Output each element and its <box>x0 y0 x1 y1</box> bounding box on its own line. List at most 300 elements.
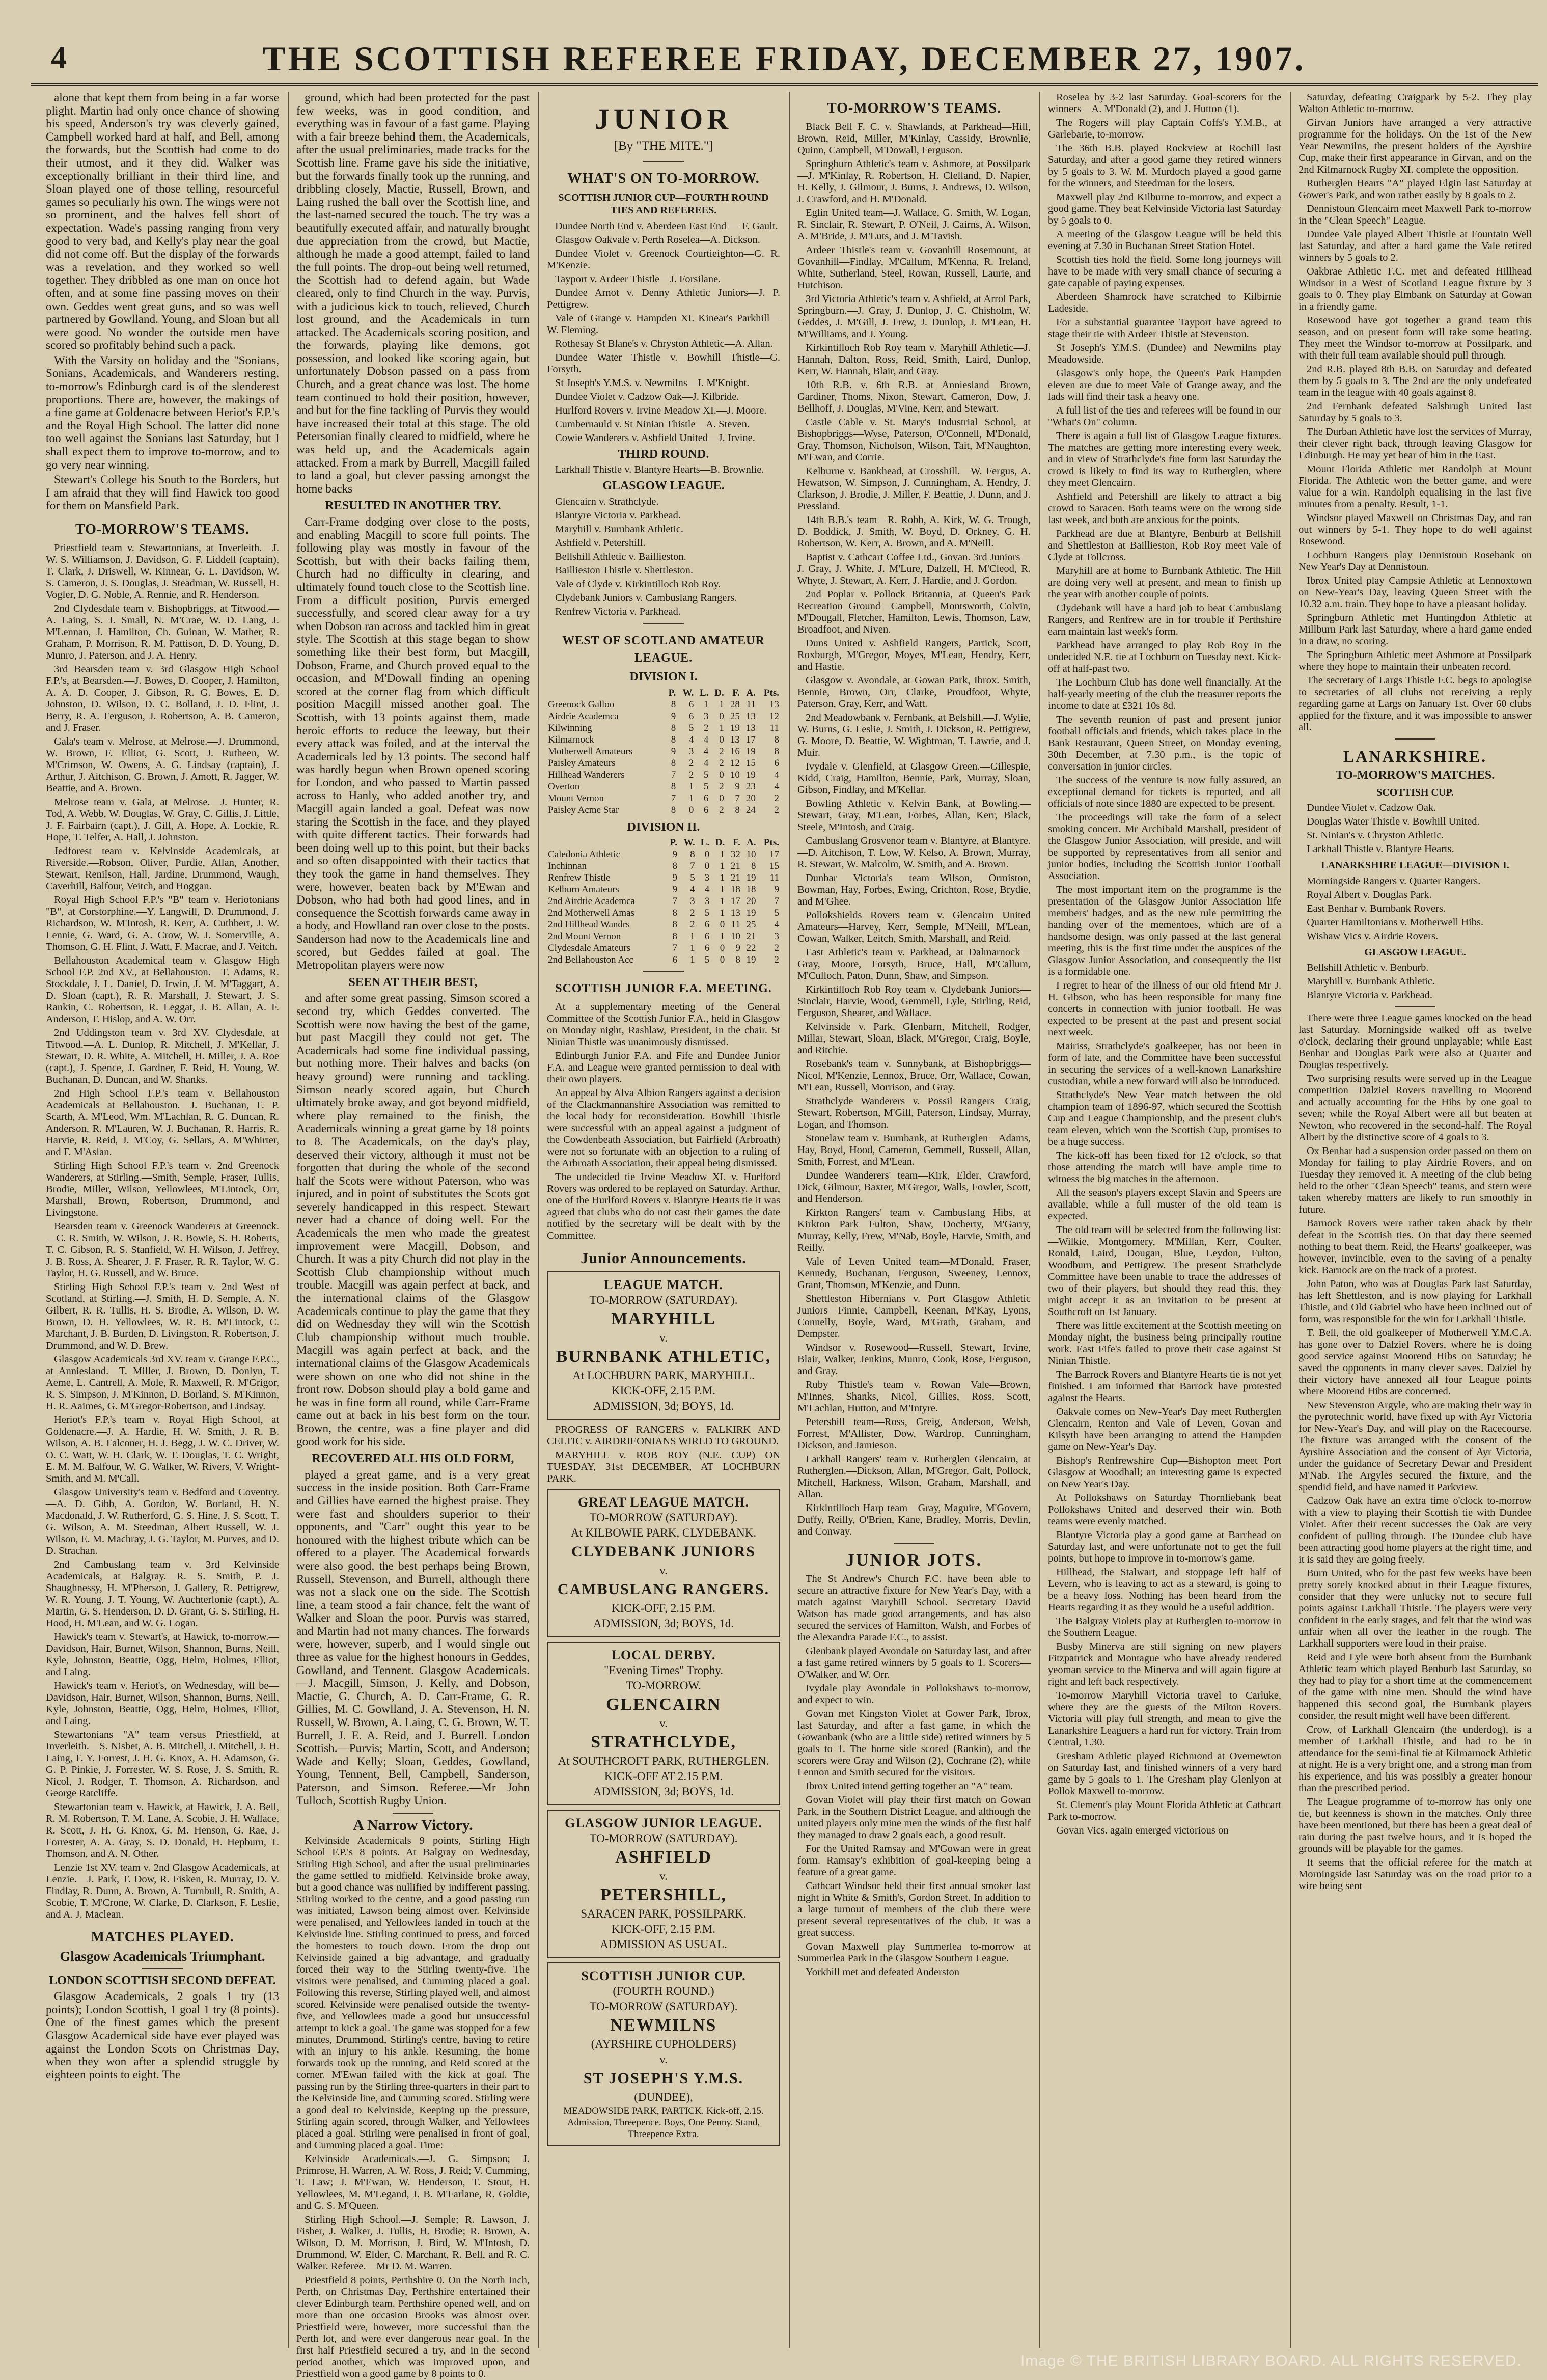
stat-cell: 8 <box>672 931 677 942</box>
paragraph: Windsor v. Rosewood—Russell, Stewart, Irvine, Blair, Walker, Jenkins, Munro, Cook, Rose, Ferguson, and Gray. <box>797 1342 1031 1377</box>
column-rule <box>1290 92 1291 2348</box>
stat-cell: 19 <box>745 769 756 780</box>
stat-cell: 8 <box>671 734 676 745</box>
stat-cell: 0 <box>719 734 724 745</box>
column-header: W. <box>682 687 694 698</box>
junior-section-title: JUNIOR <box>594 102 733 135</box>
ad-team: CLYDEBANK JUNIORS <box>571 1543 756 1561</box>
paragraph: Oakvale comes on New-Year's Day meet Rutherglen Glencairn, Renton and Vale of Leven, Govan and Kilsyth have been arranging to attend the Hampden game on New-Year's Day. <box>1048 1406 1281 1453</box>
stat-cell: 16 <box>730 746 740 757</box>
paragraph: The St Andrew's Church F.C. have been able to secure an attractive fixture for New Year's Day, with a match against Maryhill School. Secretary David Watson has made good arrangements, and has also secured the services of Hamilton, Walsh, and Forbes of the Alexandra Parade F.C., to assist. <box>797 1573 1031 1643</box>
paragraph: Castle Cable v. St. Mary's Industrial School, at Bishopbriggs—Wyse, Paterson, O'Connell, M'Donald, Gray, Thomson, Nicholson, Wilson, Tait, M'Naughton, M'Ewan, and Corrie. <box>797 417 1031 463</box>
stat-cell: 1 <box>720 896 725 907</box>
column-2 <box>296 91 530 2379</box>
stat-cell: 7 <box>690 861 695 872</box>
paragraph: Reid and Lyle were both absent from the Burnbank Athletic team which played Benburb last Saturday, so they had to play for a short time at the commencement of the game with nine men. Should the wind have happened this second goal, the Burnbank players consider, the result might well have been different. <box>1299 1652 1532 1722</box>
stat-cell: 11 <box>746 699 756 710</box>
ad-line: GREAT LEAGUE MATCH. <box>577 1495 750 1510</box>
team-name-cell: Renfrew Thistle <box>548 872 611 884</box>
team-name-cell: Overton <box>548 781 580 792</box>
col1-team-list <box>46 542 279 1921</box>
divider <box>142 1968 183 1969</box>
paragraph: Barnock Rovers were rather taken aback by their defeat in the Scottish ties. On that day there seemed nothing to beat them. Reid, the Hearts' goalkeeper, was however, invincible, even to the saving of a penalty kick. Barnock are on the track of a protest. <box>1299 1218 1532 1276</box>
ad-team: MARYHILL <box>611 1309 716 1329</box>
paragraph: Tayport v. Ardeer Thistle—J. Forsilane. <box>555 273 721 285</box>
paragraph: Rutherglen Hearts "A" played Elgin last Saturday at Gower's Park, and won rather easily by 8 goals to 2. <box>1299 178 1532 201</box>
stat-cell: 5 <box>774 908 779 919</box>
paragraph: Dundee Violet v. Cadzow Oak—J. Kilbride. <box>555 391 739 402</box>
stat-cell: 2 <box>774 943 779 954</box>
paragraph: The Rogers will play Captain Coffs's Y.M.B., at Garlebarie, to-morrow. <box>1048 117 1281 140</box>
paragraph: Melrose team v. Gala, at Melrose.—J. Hunter, R. Tod, A. Webb, W. Douglas, W. Gray, C. Gillis, J. Little, J. F. Fairbairn (capt.), J. Gill, A. Hope, A. Lockie, R. Hope, T. Telfer, A. Hall, J. Johnston. <box>46 797 279 843</box>
ad-team: PETERSHILL, <box>600 1885 727 1905</box>
column-header: Pts. <box>763 837 779 849</box>
team-name-cell: Paisley Acme Star <box>548 804 619 815</box>
table-row <box>547 722 780 734</box>
ad-line: TO-MORROW (SATURDAY). <box>589 1294 738 1307</box>
paragraph: At Pollokshaws on Saturday Thornliebank beat Pollokshaws United and deserved their win. Both teams were evenly matched. <box>1048 1492 1281 1527</box>
paragraph: Hawick's team v. Heriot's, on Wednesday, will be—Davidson, Hair, Burnet, Wilson, Shannon, Burns, Neill, Kyle, Johnston, Beattie, Ogg, Helm, Holmes, Elliot, and Laing. <box>46 1680 279 1727</box>
team-name-cell: Hillhead Wanderers <box>548 769 625 780</box>
paragraph: Black Bell F. C. v. Shawlands, at Parkhead—Hill, Brown, Reid, Miller, M'Kinlay, Cassidy, Brownlie, Quinn, Campbell, M'Dowall, Ferguson. <box>797 121 1031 156</box>
paragraph: 2nd Meadowbank v. Fernbank, at Belshill.—J. Wylie, W. Burns, G. Leslie, J. Smith, J. Dickson, R. Pettigrew, G. Moore, D. Beattie, W. Wightman, T. Lawrie, and J. Muir. <box>797 712 1031 758</box>
paragraph: Ashfield v. Petershill. <box>555 537 646 549</box>
column-header: P. <box>668 687 676 698</box>
stat-cell: 10 <box>730 769 740 780</box>
sub-heading-cup-ties: SCOTTISH JUNIOR CUP—FOURTH ROUND TIES AND REFEREES. <box>558 192 769 216</box>
team-name-cell: 2nd Bellahouston Acc <box>548 954 633 966</box>
stat-cell: 5 <box>704 908 710 919</box>
paragraph: Roselea by 3-2 last Saturday. Goal-scorers for the winners—A. M'Donald (2), and J. Hutton (1). <box>1048 92 1281 115</box>
paragraph: Hurlford Rovers v. Irvine Meadow XI.—J. Moore. <box>555 404 767 416</box>
paragraph: Heriot's F.P.'s team v. Royal High School, at Goldenacre.—J. A. Hardie, H. W. Smith, J. R. B. Wilson, A. B. Falconer, H. J. Begg, J. W. C. Driver, W. O. C. Watt, W. H. Clark, W. T. Douglas, T. C. Wright, E. M. M. Balfour, W. G. Walker, W. Rivers, V. Wright-Smith, and M. M'Call. <box>46 1414 279 1484</box>
paragraph: Baillieston Thistle v. Shettleston. <box>555 564 694 576</box>
paragraph: Stewartonian team v. Hawick, at Hawick, J. A. Bell, R. M. Robertson, T. M. Lane, A. Scobie, J. H. Wallace, R. Scott, J. H. G. Knox, G. M. Henson, G. Rae, J. Forrester, A. A. Gray, S. D. Donald, H. Hepburn, T. Thomson, and A. N. Other. <box>46 1801 279 1859</box>
col2-paras-e <box>296 1835 530 2380</box>
paragraph: Kirkintilloch Rob Roy team v. Clydebank Juniors—Sinclair, Harvie, Wood, Gemmell, Lyle, Stirling, Reid, Ferguson, Shearer, and Wallace. <box>797 984 1031 1019</box>
stat-cell: 28 <box>730 699 740 710</box>
paragraph: Ox Benhar had a suspension order passed on them on Monday for failing to play Airdrie Rovers, and on Tuesday they removed it. A meeting of the club being held to the other "Clean Speech" teams, and stern were taken whereby matters are likely to run smoothly in future. <box>1299 1145 1532 1216</box>
stat-cell: 17 <box>730 896 740 907</box>
ad-vs: v. <box>659 1870 668 1883</box>
table-row <box>547 954 780 966</box>
paragraph: The Springburn Athletic meet Ashmore at Possilpark where they hope to maintain their unbeaten record. <box>1299 649 1532 672</box>
paragraph: Clydebank Juniors v. Cambuslang Rangers. <box>555 592 737 604</box>
ad-vs: v. <box>659 1717 668 1730</box>
paragraph: 14th B.B.'s team—R. Robb, A. Kirk, W. G. Trough, D. Boddick, J. Smith, W. Boyd, D. Orkney, G. H. Robertson, W. Kerr, A. Brown, and A. M'Neill. <box>797 514 1031 549</box>
paragraph: Crow, of Larkhall Glencairn (the underdog), is a member of Larkhall Thistle, and had to be in attendance for the semi-final tie at Kilmarnock Athletic at night. He is a very bright one, and a strong man from his experience, and his was possibly a greater honour than the prescribed period. <box>1299 1724 1532 1794</box>
stat-cell: 10 <box>746 849 756 860</box>
stat-cell: 1 <box>690 931 695 942</box>
divider <box>1395 738 1435 740</box>
column-header: A. <box>747 837 756 849</box>
table-row <box>547 895 780 907</box>
sub-heading-another-try: RESULTED IN ANOTHER TRY. <box>325 499 501 513</box>
paragraph: 10th R.B. v. 6th R.B. at Anniesland—Brown, Gardiner, Thoms, Nixon, Stewart, Cameron, Dow, J. Bellhoff, J. Douglas, M'Vine, Kerr, and Stewart. <box>797 379 1031 414</box>
paragraph: Govan met Kingston Violet at Gower Park, Ibrox, last Saturday, and after a fast game, in which the Gowanbank (who are a little side) retired winners by 5 goals to 1. The home side scored (Rankin), and the scorers were Gray and Wilson (2), Cochrane (2), while Lennon and Smith secured for the visitors. <box>797 1708 1031 1778</box>
stat-cell: 1 <box>688 781 694 792</box>
col6-paragraphs-a <box>1299 92 1532 733</box>
stat-cell: 1 <box>719 699 724 710</box>
column-rule <box>1039 92 1040 2348</box>
stat-cell: 20 <box>746 896 756 907</box>
stat-cell: 5 <box>690 872 695 884</box>
col2-paras-a <box>296 92 530 496</box>
stat-cell: 12 <box>730 757 740 769</box>
ad-venue: MEADOWSIDE PARK, PARTICK. Kick-off, 2.15. Admission, Threepence. Boys, One Penny. Stand, Threepence Extra. <box>563 2105 764 2140</box>
ad-admission: ADMISSION AS USUAL. <box>600 1938 727 1951</box>
stat-cell: 15 <box>745 757 756 769</box>
table-row <box>547 942 780 954</box>
stat-cell: 2 <box>688 769 694 780</box>
stat-cell: 6 <box>703 804 709 815</box>
paragraph: Yorkhill met and defeated Anderston <box>806 1966 959 1978</box>
stat-cell: 8 <box>672 861 677 872</box>
paragraph: 3rd Victoria Athletic's team v. Ashfield, at Arrol Park, Springburn.—J. Gray, J. Dunlop, J. C. Chisholm, W. Geddes, J. M'Gill, J. Frew, J. Dunlop, J. M'Lean, H. M'Williams, and J. Young. <box>797 293 1031 340</box>
paragraph: Kelburne v. Bankhead, at Crosshill.—W. Fergus, A. Hewatson, W. Simpson, J. Cunningham, A. Hendry, J. Clarkson, J. Brodie, J. Miller, F. Beattie, J. Dunn, and J. Pressland. <box>797 466 1031 512</box>
paragraph: Blantyre Victoria play a good game at Barrhead on Saturday last, and were unfortunate not to get the full points, but hope to improve in to-morrow's game. <box>1048 1529 1281 1564</box>
paragraph: Stewart's College his South to the Borders, but I am afraid that they will find Hawick too good for them on Mansfield Park. <box>46 473 279 513</box>
stat-cell: 11 <box>769 722 779 733</box>
paragraph: Kelvinside Academicals 9 points, Stirling High School F.P.'s 8 points. At Balgray on Wednesday, Stirling High School, and after the usual preliminaries the game settled to midfield. Kelvinside broke away, but a good chance was nullified by indifferent passing. Stirling worked to the centre, and a good passing run was initiated, Lawson being almost over. Kelvinside were penalised, and Yellowlees landed in touch at the Kelvinside line. Stirling continued to press, and forced the homesters to touch down. From the drop out Kelvinside gained a big advantage, and gradually forced their way to the Stirling twenty-five. The visitors were penalised, and Cumming placed a goal. Following this reverse, Stirling played well, and almost scored. Kelvinside were penalised outside the twenty-five, and Yellowlees made a good but unsuccessful attempt to kick a goal. The game was stopped for a few minutes, Drummond, Stirling's centre, having to retire with an injury to his ankle. Resuming, the home forwards took up the running, and Reid scored at the corner. M'Ewan failed with the kick at goal. The passing run by the Stirling three-quarters in their part to the Kelvinside line, and Cumming scored. Stirling were a good deal to Kelvinside, Keeping up the pressure, Stirling again scored, through Walker, and Yellowlees placed a goal. Stirling were penalised in front of goal, and Cumming placed a goal. Time:— <box>296 1835 530 2151</box>
ad-line: LOCAL DERBY. <box>611 1648 716 1663</box>
paragraph: New Stevenston Argyle, who are making their way in the pyrotechnic world, have fixed up with Ayr Victoria for New-Year's Day, and will play on the Racecourse. The fixture was arranged with the consent of the Ayrshire Association and the consent of Ayr Victoria, under the guidance of Secretary Dewar and President M'Nab. The Argyles secured the fixture, and the spendid field, and have named it Parkview. <box>1299 1400 1532 1493</box>
section-heading-junior-jots: JUNIOR JOTS. <box>845 1551 983 1570</box>
advert-maryhill <box>547 1271 780 1420</box>
section-heading-lanarkshire: LANARKSHIRE. <box>1343 747 1487 765</box>
paragraph: Two surprising results were served up in the League competition—Dalziel Rovers travelling to Moorend and actually accounting for the Hibs by one goal to seven; while the Royal Albert were all but beaten at Newton, who recovered in the second-half. The Royal Albert by the distinctive score of 4 goals to 3. <box>1299 1073 1532 1143</box>
ad-team: ST JOSEPH'S Y.M.S. <box>583 2070 744 2087</box>
paragraph: Glasgow University's team v. Bedford and Coventry.—A. D. Gibb, A. Gordon, W. Borland, H. N. Macdonald, J. W. Rutherford, G. S. Hine, J. S. Scott, T. G. Wilson, A. M. Steedman, Albert Russell, W. J. Wilson, E. M. Machray, J. G. Taylor, M. Purves, and D. D. Strachan. <box>46 1487 279 1556</box>
table-row <box>547 710 780 722</box>
stat-cell: 0 <box>720 943 725 954</box>
paragraph: Kirkintilloch Harp team—Gray, Maguire, M'Govern, Duffy, Reilly, O'Brien, Kane, Bradley, Morris, Devlin, and Conway. <box>797 1502 1031 1537</box>
paragraph: Priestfield 8 points, Perthshire 0. On the North Inch, Perth, on Christmas Day, Perthshire entertained their clever Edinburgh team. Perthshire opened well, and on more than one occasion Brooks was almost over. Priestfield were, however, more successful than the Perth lot, and were ever dangerous near goal. In the first half Priestfield secured a try, and in the second period another, which was improved upon, and Priestfield won a good game by 8 points to 0. <box>296 2274 530 2379</box>
stat-cell: 25 <box>746 919 756 931</box>
table-row <box>547 931 780 942</box>
ad-team: ASHFIELD <box>615 1848 712 1867</box>
section-heading-announcements: Junior Announcements. <box>581 1250 747 1267</box>
stat-cell: 5 <box>704 954 710 966</box>
sub-heading-division-1: DIVISION I. <box>629 670 698 683</box>
column-rule <box>789 92 790 2348</box>
stat-cell: 8 <box>671 757 676 769</box>
stat-cell: 9 <box>735 943 740 954</box>
paragraph: Larkhall Thistle v. Blantyre Hearts—B. Brownlie. <box>555 464 764 476</box>
sub-heading-glasgow-league: GLASGOW LEAGUE. <box>1364 946 1466 958</box>
paragraph: Parkhead have arranged to play Rob Roy in the undecided N.E. tie at Lochburn on Tuesday next. Kick-off at half-past two. <box>1048 640 1281 674</box>
stat-cell: 7 <box>672 943 677 954</box>
stat-cell: 13 <box>730 734 740 745</box>
ad-kickoff: KICK-OFF AT 2.15 P.M. <box>604 1770 723 1783</box>
stat-cell: 19 <box>730 722 740 733</box>
sub-heading-division-2: DIVISION II. <box>627 820 700 834</box>
paragraph: Stirling High School F.P.'s team v. 2nd West of Scotland, at Stirling.—J. Smith, H. D. Semple, A. N. Gilbert, R. R. Tullis, H. S. Brodie, A. Wilson, D. W. Brown, D. H. Yellowlees, W. R. B. M'Lintock, C. Marchant, J. B. Burden, D. Livingston, R. Robertson, J. Drummond, and W. D. Brew. <box>46 1281 279 1351</box>
paragraph: Quarter Hamiltonians v. Motherwell Hibs. <box>1307 916 1484 928</box>
paragraph: Vale of Grange v. Hampden XI. Kinear's Parkhill—W. Fleming. <box>547 312 780 336</box>
paragraph: played a great game, and is a very great success in the inside position. Both Carr-Frame and Gillies have earned the highest praise. They were fast and shoulders superior to their opponents, and "Carr" ought this year to be honoured with the highest tribute which can be offered to a player. The Academical forwards were also good, the best perhaps being Brown, Russell, Stevenson, and Burrell, although there was not a slack one on the side. The Scottish line, a team stood a fair chance, felt the want of Walker and Sloan the poor. Purvis was starred, and Martin had not many chances. The forwards were, however, superb, and I would single out three as value for the highest honours in Geddes, Gowlland, and Tennent. Glasgow Academicals.—J. Macgill, Simson, J. Kelly, and Dobson, Mactie, G. Church, A. D. Carr-Frame, G. R. Gillies, M. C. Gowlland, J. A. Stevenson, H. N. Russell, W. Brown, A. Laing, C. G. Brown, W. T. Burrell, J. E. A. Reid, and J. Burrell. London Scottish.—Purvis; Martin, Scott, and Anderson; Wade and Kelly; Sloan, Geddes, Gowlland, Young, Tennent, Bell, Campbell, Sanderson, Paterson, and Simson. Referee.—Mr John Tulloch, Scottish Rugby Union. <box>296 1468 530 1808</box>
stat-cell: 4 <box>774 919 779 931</box>
paragraph: The success of the venture is now fully assured, an exceptional demand for tickets is reported, and all officials of note since 1880 are expected to be present. <box>1048 775 1281 809</box>
team-name-cell: Kelburn Amateurs <box>548 884 619 895</box>
ad-vs: v. <box>659 1564 668 1577</box>
paragraph: Royal Albert v. Douglas Park. <box>1307 889 1432 900</box>
table-row <box>547 734 780 746</box>
stat-cell: 3 <box>690 896 695 907</box>
stat-cell: 6 <box>704 931 710 942</box>
stat-cell: 3 <box>704 896 710 907</box>
paragraph: Maryhill v. Burnbank Athletic. <box>555 523 684 535</box>
copyright-footer: Image © THE BRITISH LIBRARY BOARD. ALL RIGHTS RESERVED. <box>1020 2352 1522 2369</box>
paragraph: St. Clement's play Mount Florida Athletic at Cathcart Park to-morrow. <box>1048 1799 1281 1822</box>
paragraph: Cathcart Windsor held their first annual smoker last night in White & Smith's, Gordon Street. In addition to a large turnout of members of the club there were present several representatives of the club. It was a great success. <box>797 1880 1031 1938</box>
paragraph: The Lochburn Club has done well financially. At the half-yearly meeting of the club the treasurer reports the income to date at £321 10s 8d. <box>1048 677 1281 712</box>
page-number: 4 <box>51 40 67 75</box>
paragraph: The Barrock Rovers and Blantyre Hearts tie is not yet finished. I am informed that Barrock have protested against the Hearts. <box>1048 1369 1281 1404</box>
paragraph: Rosebank's team v. Sunnybank, at Bishopbriggs—Nicol, M'Kenzie, Lennox, Bruce, Orr, Wallace, Cowan, M'Lean, Russell, Morrison, and Gray. <box>797 1058 1031 1093</box>
sub-heading-third-round: THIRD ROUND. <box>618 447 709 461</box>
column-header: W. <box>683 837 695 849</box>
ad-admission: ADMISSION, 3d; BOYS, 1d. <box>593 1617 734 1630</box>
team-name-cell: Caledonia Athletic <box>548 849 620 860</box>
column-header <box>547 687 664 699</box>
stat-cell: 2 <box>690 908 695 919</box>
stat-cell: 23 <box>745 781 756 792</box>
paragraph: It seems that the official referee for the match at Morningside last Saturday was on the road prior to a wire being sent <box>1299 1857 1532 1892</box>
table-row <box>547 849 780 860</box>
section-heading-whats-on: WHAT'S ON TO-MORROW. <box>567 170 760 186</box>
section-heading-matches-played: MATCHES PLAYED. <box>91 1929 234 1945</box>
ad-note: MARYHILL v. ROB ROY (N.E. CUP) ON TUESDAY, 31st DECEMBER, AT LOCHBURN PARK. <box>547 1449 780 1485</box>
table-row <box>547 699 780 710</box>
stat-cell: 7 <box>671 769 676 780</box>
stat-cell: 21 <box>730 861 740 872</box>
col2-paras-d <box>296 1469 530 1808</box>
stat-cell: 13 <box>769 699 779 710</box>
paragraph: Royal High School F.P.'s "B" team v. Heriotonians "B", at Corstorphine.—Y. Langwill, D. Drummond, J. Richardson, W. M'Intosh, R. Kerr, A. Cuthbert, J. W. Lennie, G. Ward, G. A. Crow, W. J. Somerville, A. Thomson, G. H. Flint, J. Watt, F. Macrae, and J. Veitch. <box>46 894 279 952</box>
stat-cell: 18 <box>730 884 740 895</box>
stat-cell: 0 <box>719 792 724 804</box>
column-header: L. <box>700 837 710 849</box>
ad-line: LEAGUE MATCH. <box>604 1277 723 1293</box>
stat-cell: 2 <box>690 919 695 931</box>
ad-venue: At SOUTHCROFT PARK, RUTHERGLEN. <box>558 1755 769 1768</box>
stat-cell: 1 <box>703 699 709 710</box>
ad-admission: ADMISSION, 3d; BOYS, 1d. <box>593 1400 734 1413</box>
paragraph: Dundee Violet v. Greenock Courtieighton—G. R. M'Kenzie. <box>547 248 780 271</box>
stat-cell: 1 <box>720 931 725 942</box>
column-6 <box>1299 92 1532 2348</box>
team-name-cell: Mount Vernon <box>548 792 604 804</box>
stat-cell: 18 <box>746 884 756 895</box>
ad-line: SCOTTISH JUNIOR CUP. <box>581 1968 746 1984</box>
ad-note: PROGRESS OF RANGERS v. FALKIRK AND CELTIC v. AIRDRIEONIANS WIRED TO GROUND. <box>547 1424 780 1447</box>
stat-cell: 11 <box>731 919 740 931</box>
col4-team-list <box>797 121 1031 1538</box>
masthead <box>31 36 1538 86</box>
ad-team: GLENCAIRN <box>606 1695 721 1714</box>
paragraph: Kelvinside v. Park, Glenbarn, Mitchell, Rodger, Millar, Stewart, Sloan, Black, M'Gregor, Craig, Boyle, and Ritchie. <box>797 1021 1031 1056</box>
stat-cell: 8 <box>690 849 695 860</box>
paragraph: Cambuslang Grosvenor team v. Blantyre, at Blantyre.—D. Aitchison, T. Low, W. Kelso, A. Brown, Murray, R. Stewart, W. Malcolm, W. Smith, and A. Brown. <box>797 835 1031 870</box>
col6-paragraphs-b <box>1299 1013 1532 1892</box>
section-heading-tomorrows-teams: TO-MORROW'S TEAMS. <box>75 522 250 537</box>
paragraph: Glasgow Oakvale v. Perth Roselea—A. Dickson. <box>555 234 760 245</box>
advert-newmilns <box>547 1962 780 2146</box>
ad-kickoff: KICK-OFF, 2.15 P.M. <box>612 1923 715 1936</box>
table-row <box>547 872 780 884</box>
stat-cell: 1 <box>720 849 725 860</box>
ad-line: (DUNDEE), <box>634 2091 693 2104</box>
byline: [By "THE MITE."] <box>614 139 713 153</box>
stat-cell: 4 <box>774 781 779 792</box>
col1-intro <box>46 92 279 513</box>
stat-cell: 6 <box>672 954 677 966</box>
paragraph: Duns United v. Ashfield Rangers, Partick, Scott, Roxburgh, M'Gregor, Moyes, M'Lean, Hendry, Kerr, and Hastie. <box>797 638 1031 672</box>
paragraph: Oakbrae Athletic F.C. met and defeated Hillhead Windsor in a West of Scotland League fixture by 3 goals to 0. They play Elmbank on Saturday at Gowan in a friendly game. <box>1299 266 1532 312</box>
paragraph: Kelvinside Academicals.—J. G. Simpson; J. Primrose, H. Warren, A. W. Ross, J. Reid; V. Cumming, T. Law; J. M'Ewan, W. Henderson, T. Stout, H. Yellowlees, M. M'Legand, J. B. M'Farlane, R. Goldie, and G. S. M'Queen. <box>296 2153 530 2211</box>
stat-cell: 1 <box>720 884 725 895</box>
column-rule <box>538 92 539 2348</box>
ad-team: CAMBUSLANG RANGERS. <box>557 1581 770 1598</box>
section-heading-sjfa: SCOTTISH JUNIOR F.A. MEETING. <box>555 982 772 996</box>
column-header: D. <box>715 837 725 849</box>
paragraph: Hawick's team v. Stewart's, at Hawick, to-morrow.—Davidson, Hair, Burnet, Wilson, Shannon, Burns, Neill, Kyle, Johnston, Beattie, Ogg, Helm, Holmes, Elliot, and Laing. <box>46 1631 279 1678</box>
team-name-cell: 2nd Airdrie Academca <box>548 896 635 907</box>
stat-cell: 1 <box>720 908 725 919</box>
team-name-cell: 2nd Motherwell Amas <box>548 908 634 919</box>
paragraph: Girvan Juniors have arranged a very attractive programme for the holidays. On the 1st of the New Year Newmilns, the present holders of the Ayrshire Cup, make their first appearance in Girvan, and on the 2nd Kilmarnock Rugby XI. complete the opposition. <box>1299 117 1532 175</box>
column-rule <box>288 92 289 2348</box>
stat-cell: 4 <box>690 884 695 895</box>
paragraph: Ivydale play Avondale in Pollokshaws to-morrow, and expect to win. <box>797 1683 1031 1706</box>
paragraph: There is again a full list of Glasgow League fixtures. The matches are getting more interesting every week, and in view of Strathclyde's fine form last Saturday the crowd is likely to find its way to Rutherglen, where they meet Glencairn. <box>1048 430 1281 488</box>
team-name-cell: Airdrie Academca <box>548 710 619 722</box>
stat-cell: 0 <box>704 861 710 872</box>
stat-cell: 6 <box>704 943 710 954</box>
paragraph: 2nd Poplar v. Pollock Britannia, at Queen's Park Recreation Ground—Campbell, Montsworth, Colvin, M'Dougall, Fletcher, Hamilton, Lewis, Thomson, Law, Broadfoot, and Niven. <box>797 589 1031 635</box>
paragraph: For a substantial guarantee Tayport have agreed to stage their tie with Ardeer Thistle at Stevenston. <box>1048 317 1281 340</box>
glasgow-league-list-2 <box>1299 962 1532 1001</box>
sub-heading-lanark-league: LANARKSHIRE LEAGUE—DIVISION I. <box>1321 860 1509 871</box>
column-header: Pts. <box>763 687 779 698</box>
third-round-list <box>547 464 780 476</box>
table-row <box>547 804 780 816</box>
stat-cell: 17 <box>769 849 779 860</box>
paragraph: Strathclyde Wanderers v. Possil Rangers—Craig, Stewart, Robertson, M'Gill, Paterson, Lindsay, Murray, Logan, and Thomson. <box>797 1096 1031 1130</box>
ad-line: TO-MORROW. <box>626 1679 701 1692</box>
column-1 <box>46 92 279 2348</box>
paragraph: To-morrow Maryhill Victoria travel to Carluke, where they are the guests of the Milton Rovers. Victoria will play full strength, and mean to give the Lanarkshire Leaguers a hard run for victory. Train from Central, 1.30. <box>1048 1690 1281 1748</box>
stat-cell: 2 <box>719 781 724 792</box>
stat-cell: 2 <box>719 757 724 769</box>
stat-cell: 9 <box>672 872 677 884</box>
stat-cell: 2 <box>774 804 779 815</box>
stat-cell: 8 <box>751 861 756 872</box>
stat-cell: 19 <box>746 872 756 884</box>
divider <box>393 1813 433 1814</box>
paragraph: The 36th B.B. played Rockview at Rochill last Saturday, and after a good game they retired winners by 5 goals to 3. W. M. Murdoch played a good game for the winners, and Steedman for the losers. <box>1048 143 1281 189</box>
advert-clydebank <box>547 1489 780 1637</box>
stat-cell: 1 <box>720 872 725 884</box>
stat-cell: 0 <box>688 804 694 815</box>
paragraph: All the season's players except Slavin and Speers are available, while a full muster of the old team is expected. <box>1048 1187 1281 1222</box>
paragraph: Stewartonians "A" team versus Priestfield, at Inverleith.—S. Nisbet, A. B. Mitchell, J. Mitchell, J. H. Laing, F. Y. Forrest, J. H. G. Knox, A. H. Adamson, G. G. P. Pinkie, J. Forrester, W. S. Rose, J. S. Smith, R. Nicol, J. Rodger, T. Thomson, A. Richardson, and George Ratcliffe. <box>46 1729 279 1799</box>
ad-line: (AYRSHIRE CUPHOLDERS) <box>591 2038 736 2051</box>
stat-cell: 9 <box>774 884 779 895</box>
stat-cell: 2 <box>774 954 779 966</box>
col2-paras-c <box>296 992 530 1448</box>
paragraph: Stirling High School.—J. Semple; R. Lawson, J. Fisher, J. Walker, J. Tullis, H. Brodie; R. Brown, A. Wilson, D. M. Morrison, J. Bird, W. M'Intosh, D. Drummond, W. Elder, C. Marchant, R. Bell, and R. C. Walker. Referee.—Mr D. M. Warren. <box>296 2213 530 2272</box>
paragraph: Bellshill Athletic v. Benburb. <box>1307 962 1429 974</box>
paragraph: Cumbernauld v. St Ninian Thistle—A. Steven. <box>555 418 750 430</box>
ad-line: "Evening Times" Trophy. <box>604 1664 723 1677</box>
stat-cell: 11 <box>769 872 779 884</box>
stat-cell: 8 <box>735 954 740 966</box>
stat-cell: 3 <box>704 872 710 884</box>
paragraph: 2nd R.B. played 8th B.B. on Saturday and defeated them by 5 goals to 3. The 2nd are the only undefeated team in the league with 40 goals against 8. <box>1299 364 1532 398</box>
paragraph: Clydebank will have a hard job to beat Cambuslang Rangers, and Renfrew are in for trouble if Perthshire earn maintain last week's form. <box>1048 603 1281 637</box>
stat-cell: 9 <box>735 781 740 792</box>
sub-heading-recovered-form: RECOVERED ALL HIS OLD FORM, <box>312 1452 514 1466</box>
paragraph: 2nd Fernbank defeated Salsbrugh United last Saturday by 5 goals to 3. <box>1299 401 1532 424</box>
paragraph: alone that kept them from being in a far worse plight. Martin had only once chance of showing his speed, Anderson's try was cleverly gained, Campbell worked hard at half, and Bell, among the forwards, but the Scottish had come to do their utmost, and it they did. Walker was exceptionally brilliant in their third line, and Sloan played one of those telling, resourceful games so peculiarly his own. The wings were not so prominent, and the halves fell short of expectation. Wade's passing ranging from very good to very bad, and Kelly's play near the goal did not come off. But the display of the forwards was a revelation, and they worked so well together. They dribbled as one man on once hot often, and at some fine passing moves on their own. Geddes went great guns, and so was well partnered by Gowlland. Young, and Sloan but all were good. No wonder the outside men have scored so profitably behind such a pack. <box>46 91 279 352</box>
paragraph: Strathclyde's New Year match between the old champion team of 1896-97, which secured the Scottish Cup and League Championship, and the present club's team eleven, which won the Scottish Cup, promises to be a huge success. <box>1048 1089 1281 1147</box>
paragraph: The kick-off has been fixed for 12 o'clock, so that those attending the match will have ample time to witness the big matches in the afternoon. <box>1048 1150 1281 1185</box>
stat-cell: 3 <box>688 746 694 757</box>
stat-cell: 0 <box>720 919 725 931</box>
table-row <box>547 907 780 919</box>
stat-cell: 5 <box>703 769 709 780</box>
column-3 <box>547 92 780 2348</box>
paragraph: Pollokshields Rovers team v. Glencairn United Amateurs—Harvey, Kerr, Semple, M'Neill, M'Lean, Cowan, Walker, Leitch, Smith, Marshall, and Reid. <box>797 910 1031 944</box>
paragraph: Parkhead are due at Blantyre, Benburb at Bellshill and Shettleston at Baillieston, Rob Roy meet Vale of Clyde at Tollcross. <box>1048 528 1281 563</box>
stat-cell: 2 <box>688 757 694 769</box>
ad-kickoff: KICK-OFF, 2.15 P.M. <box>612 1602 715 1615</box>
column-header: D. <box>714 687 724 698</box>
table-row <box>547 781 780 792</box>
paragraph: Dundee Arnot v. Denny Athletic Juniors—J. P. Pettigrew. <box>547 287 780 310</box>
paragraph: Glenbank played Avondale on Saturday last, and after a fast game retired winners by 5 goals to 1. Scorers—O'Walker, and W. Orr. <box>797 1646 1031 1680</box>
paragraph: Lenzie 1st XV. team v. 2nd Glasgow Academicals, at Lenzie.—J. Park, T. Dow, R. Fisken, R. Murray, D. V. Findlay, R. Dunn, A. Brown, A. Turnbull, R. Smith, A. Scobie, T. M'Crone, W. Clarke, D. Clarkson, F. Leslie, and A. J. Maclean. <box>46 1862 279 1920</box>
stat-cell: 7 <box>672 896 677 907</box>
paragraph: Glasgow Academicals 3rd XV. team v. Grange F.P.C., at Anniesland.—T. Miller, J. Brown, D. Donlyn, T. Aeme, L. Cantrell, A. Mole, R. Maxwell, R. M'Grigor, R. S. Simpson, J. M'Kinnon, D. Borland, S. M'Kinnon, H. R. Aaimes, G. M'Gregor-Robertson, and Lindsay. <box>46 1354 279 1412</box>
stat-cell: 21 <box>730 872 740 884</box>
stat-cell: 6 <box>688 710 694 722</box>
stat-cell: 8 <box>671 699 676 710</box>
paragraph: Govan Vics. again emerged victorious on <box>1056 1825 1229 1836</box>
stat-cell: 9 <box>671 746 676 757</box>
stat-cell: 9 <box>672 849 677 860</box>
stat-cell: 2 <box>703 722 709 733</box>
stat-cell: 6 <box>703 792 709 804</box>
paragraph: The Balgray Violets play at Rutherglen to-morrow in the Southern League. <box>1048 1616 1281 1638</box>
stat-cell: 9 <box>672 884 677 895</box>
paragraph: Dundee Wanderers' team—Kirk, Elder, Crawford, Dick, Gilmour, Baxter, M'Gregor, Walls, Fowler, Scott, and Henderson. <box>797 1170 1031 1205</box>
paragraph: Carr-Frame dodging over close to the posts, and enabling Macgill to score full points. The following play was mostly in favour of the Scottish, but with their backs failing them, Church had no difficulty in clearing, and ultimately found touch close to the Scottish line. From a difficult position, Purvis emerged successfully, and scored clear away for a try when Dobson ran across and tackled him in great style. The Scottish at this stage began to show something like their best form, but Macgill, Dobson, Frame, and Church proved equal to the occasion, and M'Dowall finding an opening scored at the corner flag from which difficult position Macgill missed another goal. The Scottish, with 13 points against them, made heroic efforts to reduce the leeway, but their every attack was foiled, and at the interval the Academicals led by 13 points. The second half was hardly begun when Brown opened scoring for London, and who passed to Martin passed across to Hanly, who added another try, and Macgill again landed a goal. Defeat was now staring the Scottish in the face, and they played with quite different tactics. Their forwards had been doing well up to this point, but their backs and so often disappointed with their tactics that they took the game in hand themselves. They were, however, beaten back by M'Ewan and Dobson, who had both had good lines, and in consequence the Scottish forwards came away in a body, and Howlland ran over close to the posts. Sanderson had now to the Academicals line and scored, but Geddes failed at goal. The Metropolitan players were now <box>296 515 530 972</box>
paragraph: Gresham Athletic played Richmond at Overnewton on Saturday last, and finished winners of a very hard game by 5 goals to 1. The Gresham play Glenlyon at Pollok Maxwell to-morrow. <box>1048 1750 1281 1797</box>
paragraph: The League programme of to-morrow has only one tie, but keenness is shown in the matches. Only three have been mentioned, but there has been a great deal of rain during the past twelve hours, and it is hoped the grounds will be playable for the games. <box>1299 1796 1532 1855</box>
paragraph: At a supplementary meeting of the General Committee of the Scottish Junior F.A., held in Glasgow on Monday night, Rashlaw, President, in the chair. St Ninian Thistle was unanimously dismissed. <box>547 1001 780 1048</box>
team-name-cell: 2nd Hillhead Wandrs <box>548 919 630 931</box>
team-name-cell: Clydesdale Amateurs <box>548 943 630 954</box>
stat-cell: 8 <box>774 746 779 757</box>
paragraph: I regret to hear of the illness of our old friend Mr J. H. Gibson, who has been responsible for many fine concerts in connection with junior football. He was expected to be present at the past and present social next week. <box>1048 980 1281 1038</box>
paragraph: Dennistoun Glencairn meet Maxwell Park to-morrow in the "Clean Speech" League. <box>1299 203 1532 226</box>
paragraph: Rothesay St Blane's v. Chryston Athletic—A. Allan. <box>555 338 773 349</box>
table-row <box>547 769 780 781</box>
paragraph: Edinburgh Junior F.A. and Fife and Dundee Junior F.A. and League were granted permission to deal with their own players. <box>547 1050 780 1085</box>
